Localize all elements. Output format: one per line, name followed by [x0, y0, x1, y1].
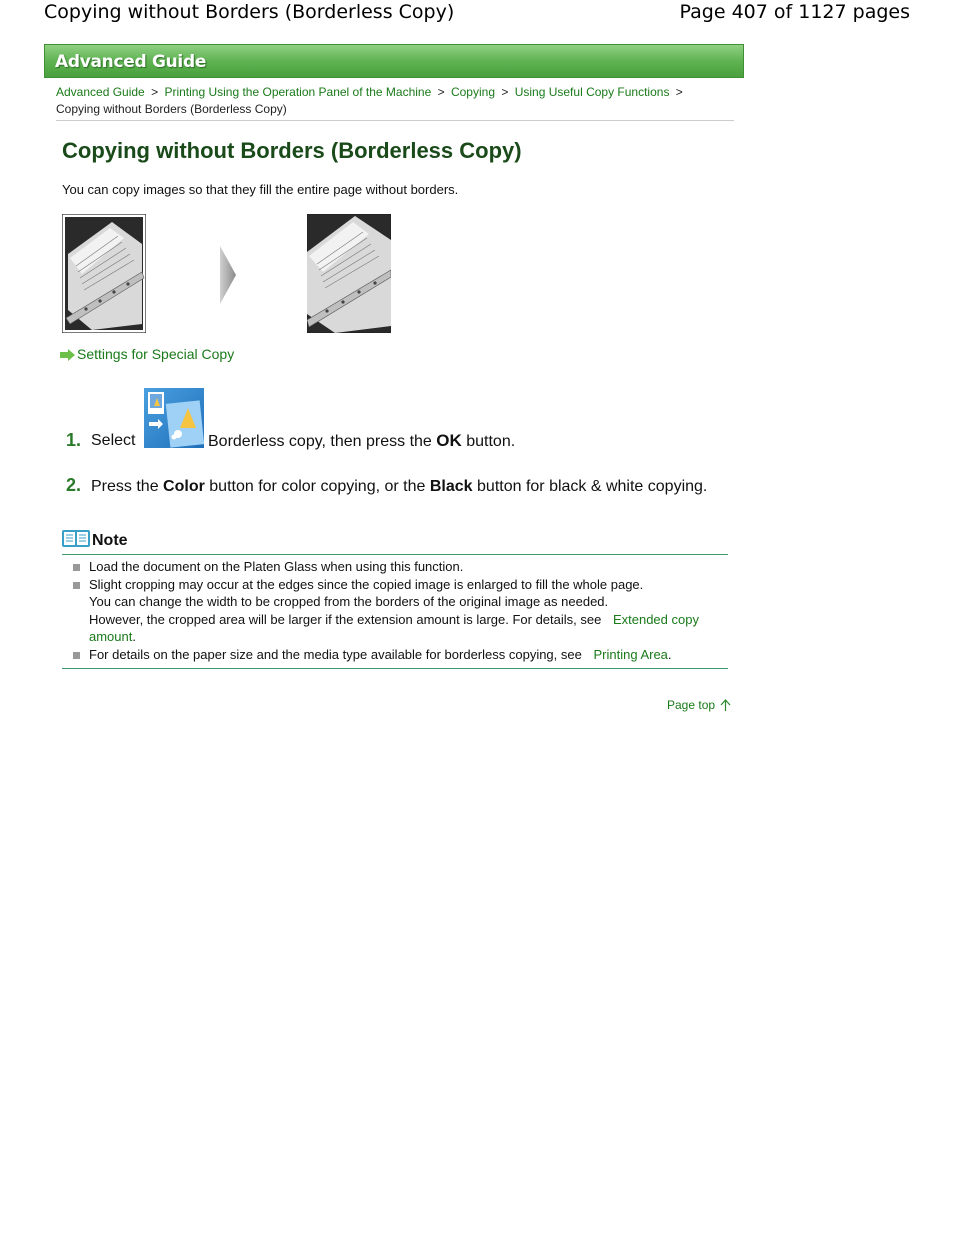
arrow-right-icon	[60, 349, 75, 361]
pdf-header-title: Copying without Borders (Borderless Copy)	[44, 1, 455, 23]
breadcrumb-link-printing-operation-panel[interactable]: Printing Using the Operation Panel of the Machine	[164, 85, 432, 99]
note-text: Slight cropping may occur at the edges since the copied image is enlarged to fill the whole page.	[89, 576, 644, 592]
step-text: button.	[466, 433, 516, 450]
step-number: 1.	[66, 430, 82, 450]
pdf-header	[0, 0, 954, 30]
step-number: 2.	[66, 475, 82, 495]
page-top-link[interactable]	[667, 698, 731, 712]
step-text: Press the	[91, 478, 159, 495]
printing-area-link[interactable]: Printing Area	[593, 646, 668, 662]
pdf-page-number: Page 407 of 1127 pages	[679, 1, 910, 23]
advanced-guide-banner	[44, 44, 744, 78]
note-text: Load the document on the Platen Glass when using this function.	[89, 559, 464, 574]
note-item	[62, 646, 728, 664]
header-divider	[56, 120, 734, 121]
note-item	[62, 576, 728, 646]
note-text: .	[667, 646, 672, 662]
step-2	[66, 475, 726, 521]
borderless-copy-image	[307, 214, 391, 333]
settings-special-copy-label[interactable]: Settings for Special Copy	[77, 346, 235, 362]
page-top-label[interactable]: Page top	[667, 698, 716, 712]
color-button-label: Color	[163, 478, 205, 495]
note-item	[62, 558, 728, 576]
up-arrow-icon	[720, 699, 731, 711]
breadcrumb-separator: >	[501, 85, 509, 99]
note-list	[62, 558, 728, 663]
note-text: .	[132, 629, 136, 644]
step-1	[66, 388, 726, 450]
borderless-copy-icon	[144, 388, 204, 448]
bullet-icon	[73, 582, 80, 589]
bordered-copy-image	[62, 214, 146, 333]
intro-text: You can copy images so that they fill the entire page without borders.	[62, 182, 459, 197]
note-end-rule	[62, 668, 728, 669]
extended-copy-amount-link[interactable]: Extended copy amount	[89, 611, 699, 644]
bullet-icon	[73, 564, 80, 571]
breadcrumb-current: Copying without Borders (Borderless Copy)	[56, 102, 287, 116]
breadcrumb-separator: >	[675, 85, 683, 99]
note-text: You can change the width to be cropped from the borders of the original image as needed.	[89, 594, 609, 609]
settings-special-copy-link[interactable]	[60, 346, 234, 362]
step-text: Select	[91, 432, 136, 449]
breadcrumb-separator: >	[437, 85, 445, 99]
ok-button-label: OK	[436, 431, 462, 450]
black-button-label: Black	[429, 478, 473, 495]
banner-label: Advanced Guide	[55, 52, 207, 72]
arrow-right-icon	[220, 246, 236, 304]
breadcrumb-link-advanced-guide[interactable]: Advanced Guide	[56, 85, 145, 99]
step-text: Borderless copy, then press the	[208, 433, 432, 450]
breadcrumb	[56, 84, 736, 118]
note-book-icon	[62, 528, 90, 548]
note-title: Note	[92, 532, 128, 549]
page-title: Copying without Borders (Borderless Copy)	[62, 138, 522, 163]
bullet-icon	[73, 652, 80, 659]
note-text: For details on the paper size and the media type available for borderless copying, see	[89, 646, 582, 662]
note-header	[62, 528, 728, 555]
breadcrumb-separator: >	[151, 85, 159, 99]
step-text: button for color copying, or the	[209, 478, 426, 495]
breadcrumb-link-copying[interactable]: Copying	[450, 85, 495, 99]
note-text: However, the cropped area will be larger if the extension amount is large. For details, see	[89, 611, 602, 627]
breadcrumb-link-useful-copy-functions[interactable]: Using Useful Copy Functions	[514, 85, 670, 99]
step-text: button for black & white copying.	[477, 478, 708, 495]
